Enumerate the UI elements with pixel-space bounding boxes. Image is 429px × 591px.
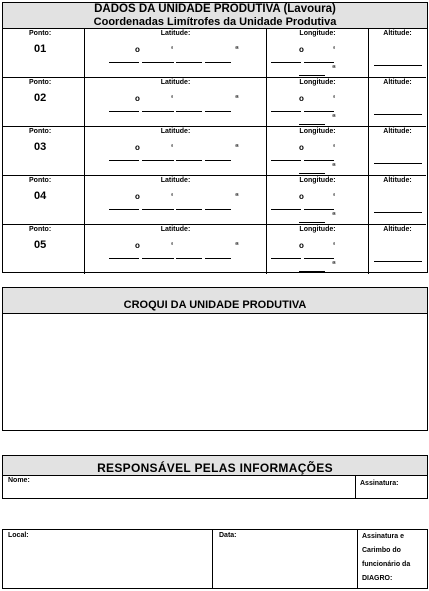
latitude-cell[interactable] (85, 29, 267, 77)
degree-symbol: o (135, 241, 140, 250)
local-field[interactable] (3, 530, 213, 588)
nome-label: Nome: (8, 477, 30, 484)
dados-title: DADOS DA UNIDADE PRODUTIVA (Lavoura) (94, 3, 336, 15)
degree-symbol: o (135, 192, 140, 201)
longitude-degrees-line (271, 160, 301, 161)
ponto-number: 01 (34, 43, 47, 55)
coordinates-table (3, 28, 427, 273)
latitude-cell[interactable] (85, 127, 267, 175)
minute-symbol: ‘ (333, 143, 336, 152)
degree-symbol: o (135, 143, 140, 152)
longitude-cell[interactable] (267, 29, 369, 77)
latitude-seconds-b-line (205, 258, 231, 259)
minute-symbol: ‘ (333, 241, 336, 250)
latitude-cell[interactable] (85, 176, 267, 224)
ponto-cell[interactable] (3, 29, 85, 77)
latitude-seconds-a-line (176, 258, 202, 259)
degree-symbol: o (135, 94, 140, 103)
assinatura-carimbo-line2: Carimbo do (362, 547, 401, 554)
assinatura-carimbo-field[interactable] (358, 530, 427, 588)
nome-field[interactable] (3, 476, 356, 498)
ponto-cell[interactable] (3, 127, 85, 175)
degree-symbol: o (299, 94, 304, 103)
ponto-cell[interactable] (3, 225, 85, 274)
footer-section (2, 529, 428, 589)
latitude-degrees-line (109, 62, 139, 63)
longitude-cell[interactable] (267, 127, 369, 175)
second-symbol: “ (235, 143, 239, 152)
croqui-section (2, 287, 428, 431)
croqui-header (3, 288, 427, 314)
dados-subtitle: Coordenadas Limítrofes da Unidade Produtiva (93, 16, 337, 28)
longitude-cell[interactable] (267, 176, 369, 224)
responsavel-header (3, 456, 427, 476)
data-field[interactable] (213, 530, 358, 588)
degree-symbol: o (299, 45, 304, 54)
coordinate-row-04 (3, 176, 426, 225)
latitude-degrees-line (109, 258, 139, 259)
latitude-seconds-b-line (205, 111, 231, 112)
altitude-label: Altitude: (383, 226, 412, 233)
altitude-label: Altitude: (383, 177, 412, 184)
ponto-label: Ponto: (29, 30, 52, 37)
second-symbol: “ (235, 45, 239, 54)
second-symbol: “ (235, 94, 239, 103)
minute-symbol: ‘ (171, 143, 174, 152)
coordinate-row-03 (3, 127, 426, 176)
ponto-label: Ponto: (29, 128, 52, 135)
altitude-line (374, 114, 422, 115)
latitude-label: Latitude: (160, 226, 191, 233)
second-symbol: “ (235, 241, 239, 250)
longitude-seconds-line (299, 222, 325, 223)
longitude-minutes-line (304, 160, 334, 161)
ponto-cell[interactable] (3, 78, 85, 126)
longitude-seconds-line (299, 271, 325, 272)
ponto-label: Ponto: (29, 177, 52, 184)
ponto-number: 04 (34, 190, 47, 202)
dados-header (3, 3, 427, 28)
longitude-seconds-line (299, 173, 325, 174)
latitude-cell[interactable] (85, 225, 267, 274)
latitude-seconds-a-line (176, 209, 202, 210)
ponto-label: Ponto: (29, 79, 52, 86)
altitude-cell[interactable] (369, 225, 426, 274)
altitude-cell[interactable] (369, 127, 426, 175)
minute-symbol: ‘ (171, 241, 174, 250)
degree-symbol: o (299, 143, 304, 152)
second-symbol: “ (332, 260, 336, 269)
minute-symbol: ‘ (333, 192, 336, 201)
latitude-label: Latitude: (160, 128, 191, 135)
second-symbol: “ (332, 113, 336, 122)
minute-symbol: ‘ (171, 192, 174, 201)
ponto-number: 03 (34, 141, 47, 153)
longitude-degrees-line (271, 111, 301, 112)
altitude-label: Altitude: (383, 128, 412, 135)
minute-symbol: ‘ (171, 94, 174, 103)
altitude-line (374, 163, 422, 164)
longitude-seconds-line (299, 75, 325, 76)
latitude-seconds-b-line (205, 62, 231, 63)
minute-symbol: ‘ (333, 94, 336, 103)
assinatura-label: Assinatura: (360, 480, 399, 487)
latitude-degrees-line (109, 160, 139, 161)
longitude-minutes-line (304, 209, 334, 210)
latitude-degrees-line (109, 209, 139, 210)
degree-symbol: o (299, 241, 304, 250)
longitude-label: Longitude: (299, 128, 336, 135)
altitude-line (374, 65, 422, 66)
altitude-label: Altitude: (383, 79, 412, 86)
second-symbol: “ (332, 211, 336, 220)
longitude-degrees-line (271, 62, 301, 63)
ponto-cell[interactable] (3, 176, 85, 224)
dados-section (2, 2, 428, 273)
assinatura-carimbo-line3: funcionário da (362, 561, 411, 568)
latitude-label: Latitude: (160, 177, 191, 184)
assinatura-carimbo-line1: Assinatura e (362, 533, 405, 540)
latitude-label: Latitude: (160, 30, 191, 37)
altitude-cell[interactable] (369, 176, 426, 224)
responsavel-section (2, 455, 428, 499)
data-label: Data: (219, 532, 237, 539)
degree-symbol: o (299, 192, 304, 201)
longitude-minutes-line (304, 111, 334, 112)
longitude-label: Longitude: (299, 30, 336, 37)
latitude-degrees-line (109, 111, 139, 112)
ponto-number: 05 (34, 239, 47, 251)
latitude-minutes-line (142, 258, 174, 259)
latitude-minutes-line (142, 209, 174, 210)
latitude-minutes-line (142, 111, 174, 112)
altitude-cell[interactable] (369, 29, 426, 77)
croqui-drawing-area[interactable] (3, 314, 427, 430)
altitude-line (374, 212, 422, 213)
responsavel-title: RESPONSÁVEL PELAS INFORMAÇÕES (97, 461, 333, 475)
second-symbol: “ (235, 192, 239, 201)
longitude-label: Longitude: (299, 79, 336, 86)
assinatura-carimbo-line4: DIAGRO: (362, 575, 393, 582)
second-symbol: “ (332, 162, 336, 171)
assinatura-field[interactable] (356, 476, 427, 498)
longitude-seconds-line (299, 124, 325, 125)
minute-symbol: ‘ (333, 45, 336, 54)
ponto-number: 02 (34, 92, 47, 104)
degree-symbol: o (135, 45, 140, 54)
longitude-cell[interactable] (267, 78, 369, 126)
longitude-label: Longitude: (299, 177, 336, 184)
latitude-seconds-b-line (205, 209, 231, 210)
longitude-label: Longitude: (299, 226, 336, 233)
coordinate-row-05 (3, 225, 426, 274)
second-symbol: “ (332, 64, 336, 73)
ponto-label: Ponto: (29, 226, 52, 233)
altitude-cell[interactable] (369, 78, 426, 126)
minute-symbol: ‘ (171, 45, 174, 54)
local-label: Local: (8, 532, 29, 539)
latitude-seconds-a-line (176, 111, 202, 112)
latitude-minutes-line (142, 160, 174, 161)
longitude-minutes-line (304, 258, 334, 259)
longitude-degrees-line (271, 209, 301, 210)
coordinate-row-01 (3, 29, 426, 78)
altitude-label: Altitude: (383, 30, 412, 37)
latitude-seconds-a-line (176, 62, 202, 63)
longitude-minutes-line (304, 62, 334, 63)
croqui-title: CROQUI DA UNIDADE PRODUTIVA (123, 299, 307, 311)
latitude-cell[interactable] (85, 78, 267, 126)
coordinate-row-02 (3, 78, 426, 127)
latitude-seconds-a-line (176, 160, 202, 161)
altitude-line (374, 261, 422, 262)
longitude-degrees-line (271, 258, 301, 259)
longitude-cell[interactable] (267, 225, 369, 274)
latitude-minutes-line (142, 62, 174, 63)
latitude-seconds-b-line (205, 160, 231, 161)
latitude-label: Latitude: (160, 79, 191, 86)
